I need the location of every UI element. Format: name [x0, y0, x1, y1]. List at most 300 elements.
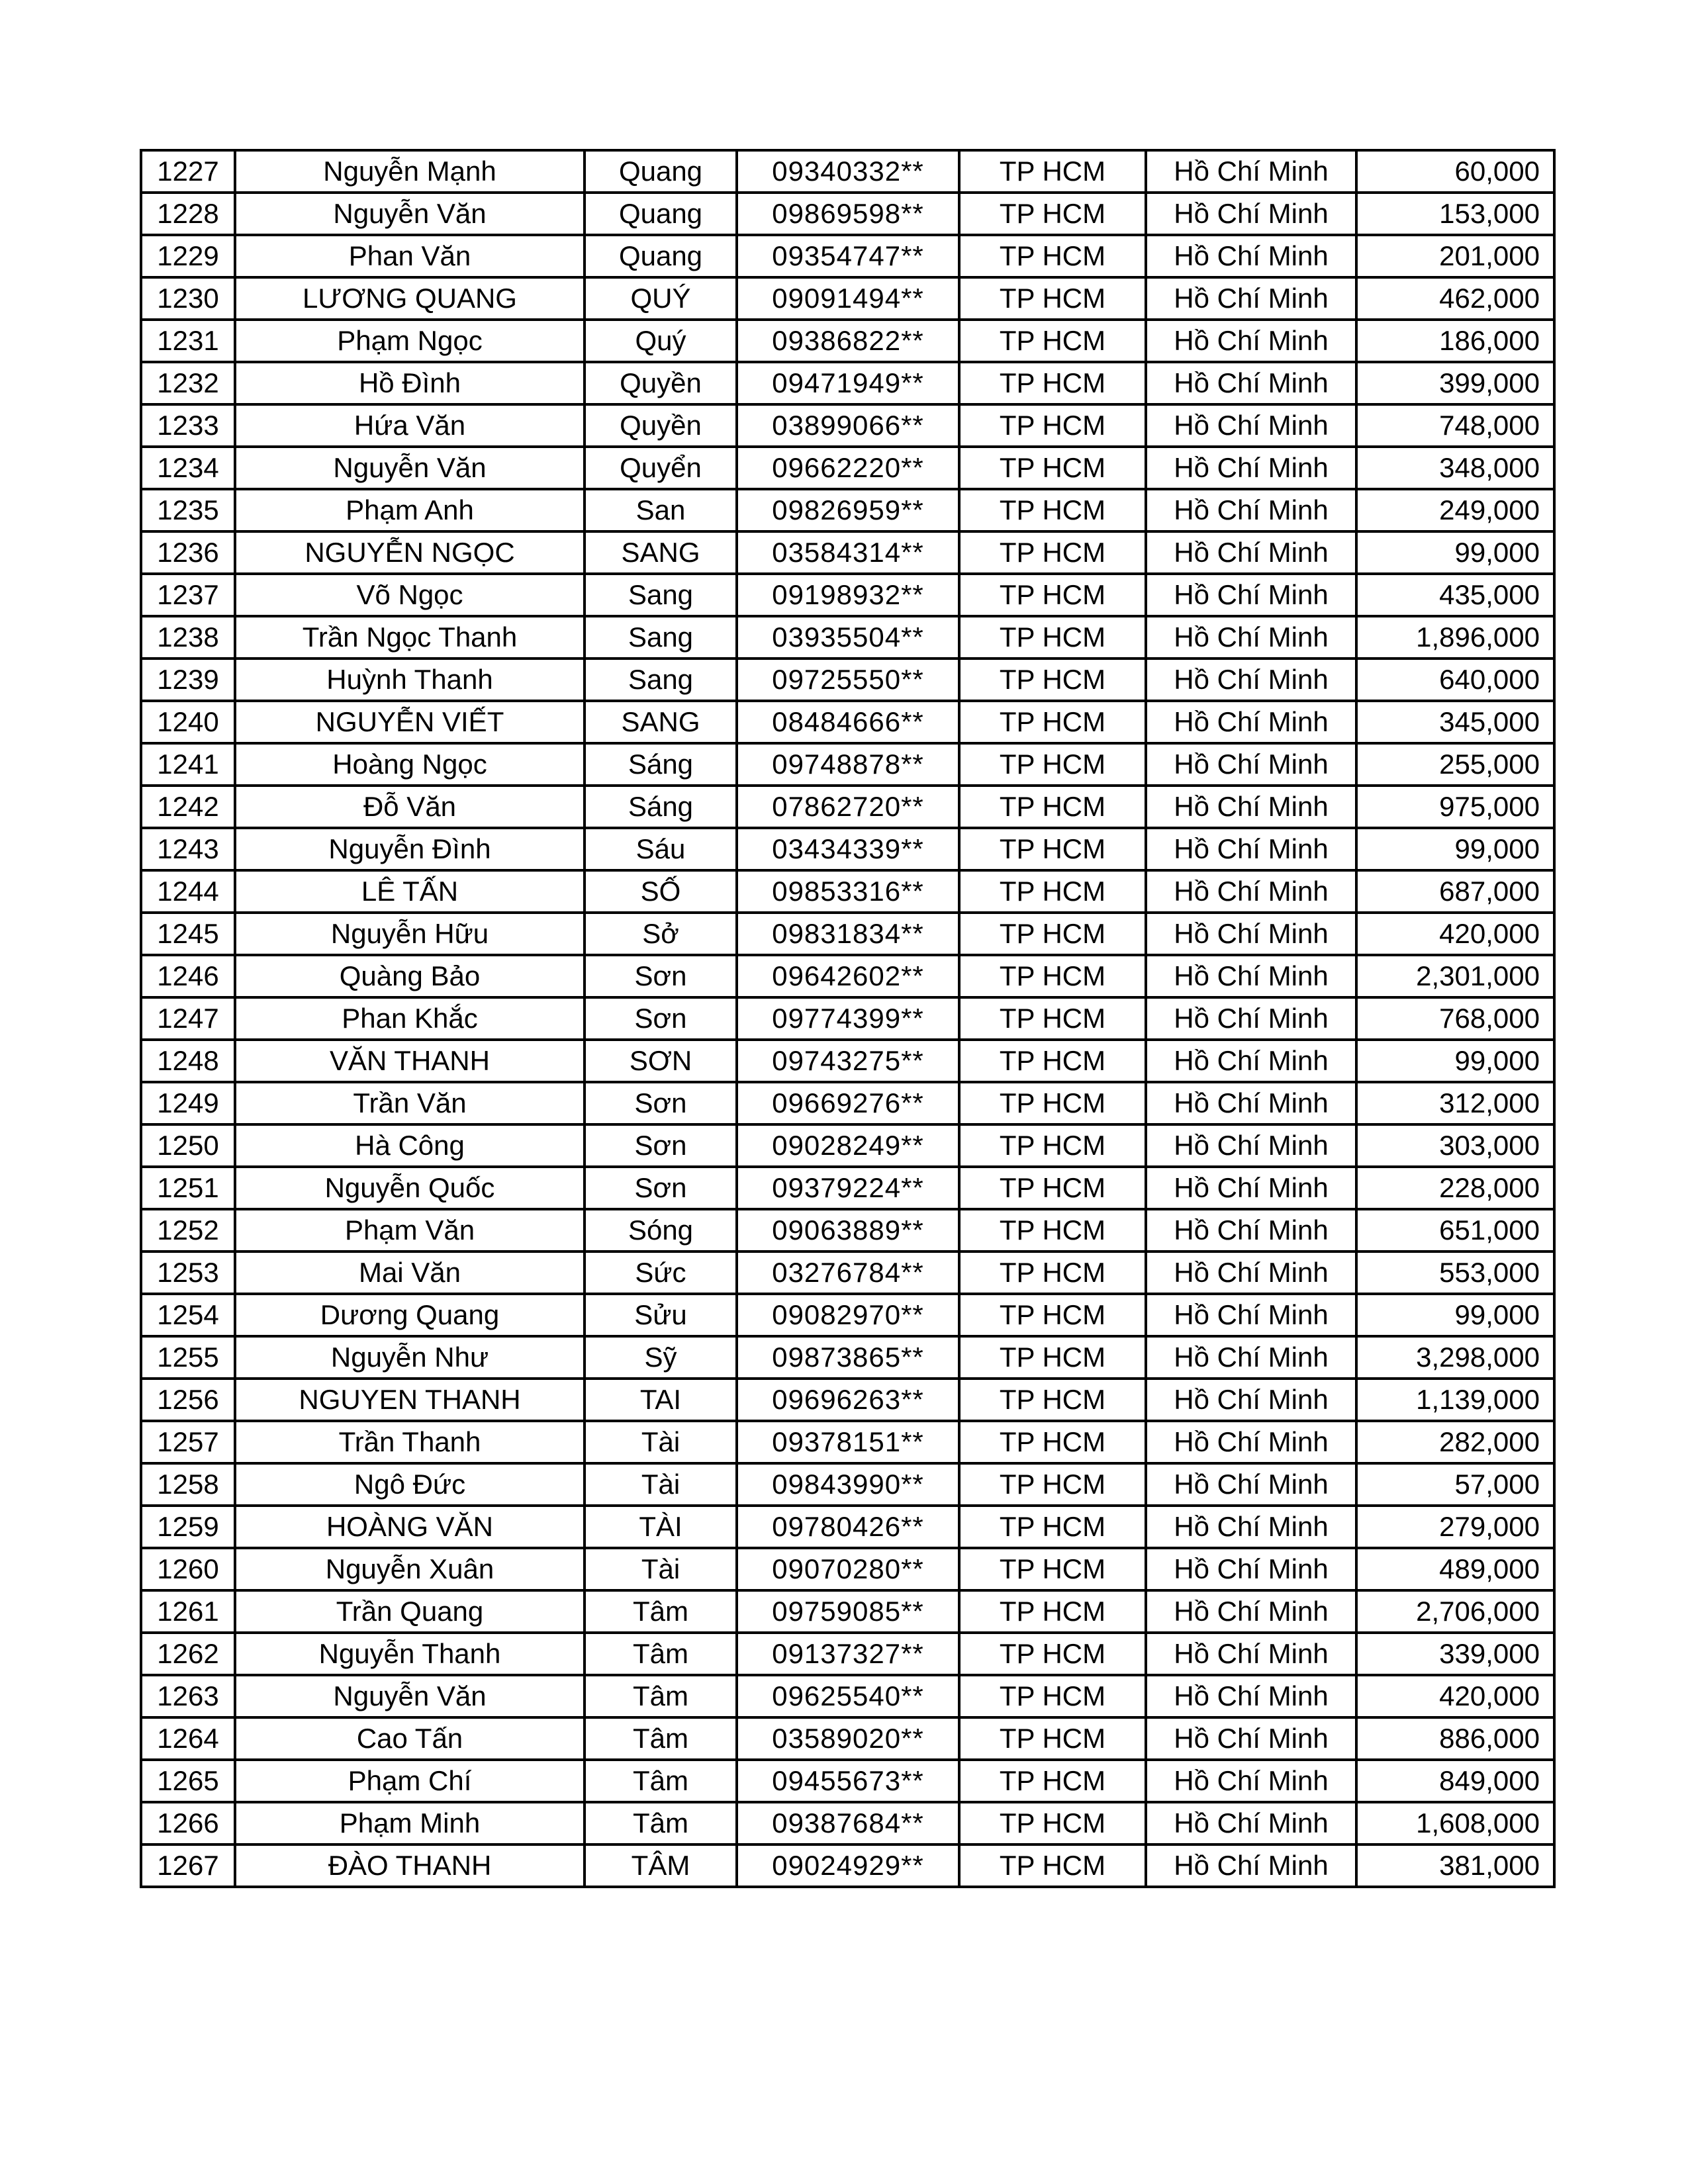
row-number-cell: 1250: [141, 1124, 235, 1167]
row-number-cell: 1267: [141, 1844, 235, 1887]
given-name-cell: Sơn: [585, 1082, 737, 1124]
province-cell: Hồ Chí Minh: [1146, 1633, 1356, 1675]
city-cell: TP HCM: [959, 447, 1146, 489]
phone-cell: 09696263**: [737, 1379, 959, 1421]
table-row: [141, 404, 1554, 447]
row-number-cell: 1237: [141, 574, 235, 616]
province-cell: Hồ Chí Minh: [1146, 1463, 1356, 1506]
province-cell: Hồ Chí Minh: [1146, 1124, 1356, 1167]
table-row: [141, 659, 1554, 701]
given-name-cell: Sáu: [585, 828, 737, 870]
surname-cell: Hoàng Ngọc: [235, 743, 585, 786]
province-cell: Hồ Chí Minh: [1146, 1336, 1356, 1379]
province-cell: Hồ Chí Minh: [1146, 1040, 1356, 1082]
phone-cell: 09455673**: [737, 1760, 959, 1802]
city-cell: TP HCM: [959, 1124, 1146, 1167]
table-row: [141, 447, 1554, 489]
amount-cell: 886,000: [1356, 1717, 1554, 1760]
province-cell: Hồ Chí Minh: [1146, 1844, 1356, 1887]
province-cell: Hồ Chí Minh: [1146, 1802, 1356, 1844]
surname-cell: Huỳnh Thanh: [235, 659, 585, 701]
table-row: [141, 1421, 1554, 1463]
phone-cell: 09137327**: [737, 1633, 959, 1675]
phone-cell: 09024929**: [737, 1844, 959, 1887]
province-cell: Hồ Chí Minh: [1146, 1506, 1356, 1548]
table-row: [141, 235, 1554, 277]
phone-cell: 09831834**: [737, 913, 959, 955]
city-cell: TP HCM: [959, 1506, 1146, 1548]
table-row: [141, 743, 1554, 786]
phone-cell: 09759085**: [737, 1590, 959, 1633]
surname-cell: Nguyễn Mạnh: [235, 150, 585, 193]
surname-cell: LÊ TẤN: [235, 870, 585, 913]
city-cell: TP HCM: [959, 659, 1146, 701]
phone-cell: 09625540**: [737, 1675, 959, 1717]
city-cell: TP HCM: [959, 616, 1146, 659]
row-number-cell: 1262: [141, 1633, 235, 1675]
row-number-cell: 1246: [141, 955, 235, 997]
amount-cell: 186,000: [1356, 320, 1554, 362]
surname-cell: NGUYỄN VIẾT: [235, 701, 585, 743]
amount-cell: 420,000: [1356, 913, 1554, 955]
phone-cell: 09340332**: [737, 150, 959, 193]
amount-cell: 2,706,000: [1356, 1590, 1554, 1633]
amount-cell: 279,000: [1356, 1506, 1554, 1548]
city-cell: TP HCM: [959, 1675, 1146, 1717]
row-number-cell: 1264: [141, 1717, 235, 1760]
given-name-cell: Tài: [585, 1548, 737, 1590]
phone-cell: 09387684**: [737, 1802, 959, 1844]
province-cell: Hồ Chí Minh: [1146, 1379, 1356, 1421]
surname-cell: Phạm Minh: [235, 1802, 585, 1844]
surname-cell: Hà Công: [235, 1124, 585, 1167]
phone-cell: 09082970**: [737, 1294, 959, 1336]
city-cell: TP HCM: [959, 1463, 1146, 1506]
city-cell: TP HCM: [959, 786, 1146, 828]
row-number-cell: 1251: [141, 1167, 235, 1209]
amount-cell: 399,000: [1356, 362, 1554, 404]
amount-cell: 153,000: [1356, 193, 1554, 235]
province-cell: Hồ Chí Minh: [1146, 786, 1356, 828]
city-cell: TP HCM: [959, 870, 1146, 913]
province-cell: Hồ Chí Minh: [1146, 1590, 1356, 1633]
province-cell: Hồ Chí Minh: [1146, 404, 1356, 447]
province-cell: Hồ Chí Minh: [1146, 1421, 1356, 1463]
province-cell: Hồ Chí Minh: [1146, 1082, 1356, 1124]
phone-cell: 03584314**: [737, 531, 959, 574]
surname-cell: Trần Thanh: [235, 1421, 585, 1463]
surname-cell: Nguyễn Đình: [235, 828, 585, 870]
given-name-cell: SANG: [585, 531, 737, 574]
surname-cell: Nguyễn Thanh: [235, 1633, 585, 1675]
province-cell: Hồ Chí Minh: [1146, 1717, 1356, 1760]
amount-cell: 303,000: [1356, 1124, 1554, 1167]
amount-cell: 60,000: [1356, 150, 1554, 193]
given-name-cell: TAI: [585, 1379, 737, 1421]
row-number-cell: 1240: [141, 701, 235, 743]
province-cell: Hồ Chí Minh: [1146, 1251, 1356, 1294]
row-number-cell: 1252: [141, 1209, 235, 1251]
city-cell: TP HCM: [959, 1717, 1146, 1760]
province-cell: Hồ Chí Minh: [1146, 1209, 1356, 1251]
row-number-cell: 1238: [141, 616, 235, 659]
given-name-cell: Sáng: [585, 786, 737, 828]
table-row: [141, 1717, 1554, 1760]
table-row: [141, 1463, 1554, 1506]
city-cell: TP HCM: [959, 531, 1146, 574]
phone-cell: 09843990**: [737, 1463, 959, 1506]
amount-cell: 640,000: [1356, 659, 1554, 701]
given-name-cell: Quyền: [585, 362, 737, 404]
table-row: [141, 1548, 1554, 1590]
table-row: [141, 913, 1554, 955]
surname-cell: Mai Văn: [235, 1251, 585, 1294]
given-name-cell: Quyền: [585, 404, 737, 447]
surname-cell: Nguyễn Văn: [235, 447, 585, 489]
table-row: [141, 1251, 1554, 1294]
phone-cell: 09471949**: [737, 362, 959, 404]
given-name-cell: Sóng: [585, 1209, 737, 1251]
surname-cell: Quàng Bảo: [235, 955, 585, 997]
surname-cell: NGUYỄN NGỌC: [235, 531, 585, 574]
province-cell: Hồ Chí Minh: [1146, 193, 1356, 235]
surname-cell: Phạm Chí: [235, 1760, 585, 1802]
province-cell: Hồ Chí Minh: [1146, 955, 1356, 997]
amount-cell: 381,000: [1356, 1844, 1554, 1887]
table-row: [141, 701, 1554, 743]
province-cell: Hồ Chí Minh: [1146, 362, 1356, 404]
amount-cell: 312,000: [1356, 1082, 1554, 1124]
surname-cell: Phạm Anh: [235, 489, 585, 531]
given-name-cell: Sang: [585, 574, 737, 616]
table-row: [141, 1167, 1554, 1209]
surname-cell: Hồ Đình: [235, 362, 585, 404]
table-row: [141, 531, 1554, 574]
row-number-cell: 1232: [141, 362, 235, 404]
surname-cell: Phạm Văn: [235, 1209, 585, 1251]
table-row: [141, 1040, 1554, 1082]
row-number-cell: 1253: [141, 1251, 235, 1294]
phone-cell: 09386822**: [737, 320, 959, 362]
surname-cell: NGUYEN THANH: [235, 1379, 585, 1421]
given-name-cell: Quý: [585, 320, 737, 362]
row-number-cell: 1260: [141, 1548, 235, 1590]
table-row: [141, 616, 1554, 659]
given-name-cell: QUÝ: [585, 277, 737, 320]
table-row: [141, 1336, 1554, 1379]
surname-cell: VĂN THANH: [235, 1040, 585, 1082]
table-row: [141, 1590, 1554, 1633]
amount-cell: 849,000: [1356, 1760, 1554, 1802]
city-cell: TP HCM: [959, 1548, 1146, 1590]
city-cell: TP HCM: [959, 997, 1146, 1040]
province-cell: Hồ Chí Minh: [1146, 489, 1356, 531]
surname-cell: Ngô Đức: [235, 1463, 585, 1506]
given-name-cell: SƠN: [585, 1040, 737, 1082]
amount-cell: 339,000: [1356, 1633, 1554, 1675]
phone-cell: 09662220**: [737, 447, 959, 489]
surname-cell: Trần Ngọc Thanh: [235, 616, 585, 659]
table-row: [141, 828, 1554, 870]
phone-cell: 09063889**: [737, 1209, 959, 1251]
phone-cell: 09379224**: [737, 1167, 959, 1209]
row-number-cell: 1255: [141, 1336, 235, 1379]
row-number-cell: 1230: [141, 277, 235, 320]
row-number-cell: 1259: [141, 1506, 235, 1548]
given-name-cell: Quyển: [585, 447, 737, 489]
city-cell: TP HCM: [959, 1336, 1146, 1379]
amount-cell: 768,000: [1356, 997, 1554, 1040]
row-number-cell: 1248: [141, 1040, 235, 1082]
city-cell: TP HCM: [959, 955, 1146, 997]
city-cell: TP HCM: [959, 1294, 1146, 1336]
given-name-cell: Tài: [585, 1421, 737, 1463]
row-number-cell: 1229: [141, 235, 235, 277]
given-name-cell: Quang: [585, 150, 737, 193]
given-name-cell: Sức: [585, 1251, 737, 1294]
phone-cell: 03899066**: [737, 404, 959, 447]
province-cell: Hồ Chí Minh: [1146, 447, 1356, 489]
table-row: [141, 150, 1554, 193]
amount-cell: 1,139,000: [1356, 1379, 1554, 1421]
table-row: [141, 574, 1554, 616]
phone-cell: 08484666**: [737, 701, 959, 743]
city-cell: TP HCM: [959, 1590, 1146, 1633]
province-cell: Hồ Chí Minh: [1146, 870, 1356, 913]
amount-cell: 255,000: [1356, 743, 1554, 786]
amount-cell: 975,000: [1356, 786, 1554, 828]
province-cell: Hồ Chí Minh: [1146, 1548, 1356, 1590]
province-cell: Hồ Chí Minh: [1146, 574, 1356, 616]
amount-cell: 2,301,000: [1356, 955, 1554, 997]
province-cell: Hồ Chí Minh: [1146, 1294, 1356, 1336]
surname-cell: LƯƠNG QUANG: [235, 277, 585, 320]
given-name-cell: Tâm: [585, 1802, 737, 1844]
province-cell: Hồ Chí Minh: [1146, 1760, 1356, 1802]
row-number-cell: 1227: [141, 150, 235, 193]
table-row: [141, 193, 1554, 235]
city-cell: TP HCM: [959, 489, 1146, 531]
amount-cell: 282,000: [1356, 1421, 1554, 1463]
city-cell: TP HCM: [959, 277, 1146, 320]
amount-cell: 228,000: [1356, 1167, 1554, 1209]
province-cell: Hồ Chí Minh: [1146, 701, 1356, 743]
surname-cell: Phạm Ngọc: [235, 320, 585, 362]
given-name-cell: Quang: [585, 235, 737, 277]
surname-cell: Nguyễn Xuân: [235, 1548, 585, 1590]
row-number-cell: 1244: [141, 870, 235, 913]
amount-cell: 99,000: [1356, 531, 1554, 574]
phone-cell: 09873865**: [737, 1336, 959, 1379]
given-name-cell: Tâm: [585, 1590, 737, 1633]
amount-cell: 99,000: [1356, 1040, 1554, 1082]
phone-cell: 03434339**: [737, 828, 959, 870]
city-cell: TP HCM: [959, 235, 1146, 277]
row-number-cell: 1241: [141, 743, 235, 786]
surname-cell: Hứa Văn: [235, 404, 585, 447]
table-row: [141, 362, 1554, 404]
surname-cell: Nguyễn Văn: [235, 193, 585, 235]
phone-cell: 09070280**: [737, 1548, 959, 1590]
phone-cell: 09198932**: [737, 574, 959, 616]
phone-cell: 09780426**: [737, 1506, 959, 1548]
given-name-cell: Tâm: [585, 1633, 737, 1675]
row-number-cell: 1256: [141, 1379, 235, 1421]
row-number-cell: 1258: [141, 1463, 235, 1506]
city-cell: TP HCM: [959, 701, 1146, 743]
given-name-cell: Sơn: [585, 955, 737, 997]
city-cell: TP HCM: [959, 743, 1146, 786]
surname-cell: Trần Văn: [235, 1082, 585, 1124]
table-row: [141, 1760, 1554, 1802]
city-cell: TP HCM: [959, 1209, 1146, 1251]
province-cell: Hồ Chí Minh: [1146, 320, 1356, 362]
amount-cell: 201,000: [1356, 235, 1554, 277]
surname-cell: Phan Văn: [235, 235, 585, 277]
province-cell: Hồ Chí Minh: [1146, 1675, 1356, 1717]
surname-cell: ĐÀO THANH: [235, 1844, 585, 1887]
table-row: [141, 1209, 1554, 1251]
phone-cell: 09748878**: [737, 743, 959, 786]
city-cell: TP HCM: [959, 362, 1146, 404]
city-cell: TP HCM: [959, 1844, 1146, 1887]
province-cell: Hồ Chí Minh: [1146, 235, 1356, 277]
surname-cell: HOÀNG VĂN: [235, 1506, 585, 1548]
amount-cell: 420,000: [1356, 1675, 1554, 1717]
city-cell: TP HCM: [959, 1760, 1146, 1802]
phone-cell: 03276784**: [737, 1251, 959, 1294]
amount-cell: 57,000: [1356, 1463, 1554, 1506]
row-number-cell: 1265: [141, 1760, 235, 1802]
amount-cell: 345,000: [1356, 701, 1554, 743]
surname-cell: Đỗ Văn: [235, 786, 585, 828]
row-number-cell: 1235: [141, 489, 235, 531]
table-row: [141, 277, 1554, 320]
given-name-cell: Sang: [585, 659, 737, 701]
city-cell: TP HCM: [959, 193, 1146, 235]
table-row: [141, 1675, 1554, 1717]
given-name-cell: Sỹ: [585, 1336, 737, 1379]
table-row: [141, 1506, 1554, 1548]
province-cell: Hồ Chí Minh: [1146, 997, 1356, 1040]
given-name-cell: SỐ: [585, 870, 737, 913]
given-name-cell: Sơn: [585, 1167, 737, 1209]
table-row: [141, 1124, 1554, 1167]
amount-cell: 748,000: [1356, 404, 1554, 447]
amount-cell: 348,000: [1356, 447, 1554, 489]
row-number-cell: 1266: [141, 1802, 235, 1844]
table-row: [141, 1633, 1554, 1675]
given-name-cell: SANG: [585, 701, 737, 743]
phone-cell: 07862720**: [737, 786, 959, 828]
table-row: [141, 1802, 1554, 1844]
phone-cell: 09091494**: [737, 277, 959, 320]
records-table-body: [141, 150, 1554, 1887]
city-cell: TP HCM: [959, 1379, 1146, 1421]
city-cell: TP HCM: [959, 320, 1146, 362]
surname-cell: Nguyễn Văn: [235, 1675, 585, 1717]
city-cell: TP HCM: [959, 1040, 1146, 1082]
phone-cell: 09642602**: [737, 955, 959, 997]
row-number-cell: 1247: [141, 997, 235, 1040]
phone-cell: 09669276**: [737, 1082, 959, 1124]
phone-cell: 09869598**: [737, 193, 959, 235]
table-row: [141, 870, 1554, 913]
given-name-cell: Sơn: [585, 1124, 737, 1167]
surname-cell: Phan Khắc: [235, 997, 585, 1040]
amount-cell: 489,000: [1356, 1548, 1554, 1590]
given-name-cell: TÂM: [585, 1844, 737, 1887]
row-number-cell: 1261: [141, 1590, 235, 1633]
table-row: [141, 1844, 1554, 1887]
phone-cell: 09028249**: [737, 1124, 959, 1167]
given-name-cell: Sang: [585, 616, 737, 659]
phone-cell: 09725550**: [737, 659, 959, 701]
given-name-cell: Tâm: [585, 1760, 737, 1802]
phone-cell: 03935504**: [737, 616, 959, 659]
row-number-cell: 1228: [141, 193, 235, 235]
row-number-cell: 1231: [141, 320, 235, 362]
surname-cell: Dương Quang: [235, 1294, 585, 1336]
given-name-cell: Sửu: [585, 1294, 737, 1336]
amount-cell: 1,608,000: [1356, 1802, 1554, 1844]
given-name-cell: TÀI: [585, 1506, 737, 1548]
city-cell: TP HCM: [959, 1633, 1146, 1675]
row-number-cell: 1263: [141, 1675, 235, 1717]
table-row: [141, 997, 1554, 1040]
row-number-cell: 1239: [141, 659, 235, 701]
amount-cell: 435,000: [1356, 574, 1554, 616]
province-cell: Hồ Chí Minh: [1146, 913, 1356, 955]
province-cell: Hồ Chí Minh: [1146, 616, 1356, 659]
phone-cell: 09378151**: [737, 1421, 959, 1463]
given-name-cell: Tâm: [585, 1675, 737, 1717]
row-number-cell: 1254: [141, 1294, 235, 1336]
city-cell: TP HCM: [959, 828, 1146, 870]
table-row: [141, 955, 1554, 997]
row-number-cell: 1236: [141, 531, 235, 574]
city-cell: TP HCM: [959, 913, 1146, 955]
phone-cell: 09354747**: [737, 235, 959, 277]
amount-cell: 462,000: [1356, 277, 1554, 320]
surname-cell: Cao Tấn: [235, 1717, 585, 1760]
city-cell: TP HCM: [959, 574, 1146, 616]
row-number-cell: 1257: [141, 1421, 235, 1463]
amount-cell: 687,000: [1356, 870, 1554, 913]
given-name-cell: Tâm: [585, 1717, 737, 1760]
row-number-cell: 1249: [141, 1082, 235, 1124]
city-cell: TP HCM: [959, 404, 1146, 447]
amount-cell: 553,000: [1356, 1251, 1554, 1294]
row-number-cell: 1234: [141, 447, 235, 489]
surname-cell: Nguyễn Quốc: [235, 1167, 585, 1209]
surname-cell: Trần Quang: [235, 1590, 585, 1633]
records-table: [140, 149, 1556, 1888]
surname-cell: Nguyễn Hữu: [235, 913, 585, 955]
phone-cell: 09826959**: [737, 489, 959, 531]
table-row: [141, 786, 1554, 828]
province-cell: Hồ Chí Minh: [1146, 531, 1356, 574]
phone-cell: 09774399**: [737, 997, 959, 1040]
province-cell: Hồ Chí Minh: [1146, 659, 1356, 701]
table-row: [141, 1082, 1554, 1124]
row-number-cell: 1243: [141, 828, 235, 870]
province-cell: Hồ Chí Minh: [1146, 828, 1356, 870]
row-number-cell: 1245: [141, 913, 235, 955]
table-row: [141, 489, 1554, 531]
table-row: [141, 1379, 1554, 1421]
table-row: [141, 1294, 1554, 1336]
